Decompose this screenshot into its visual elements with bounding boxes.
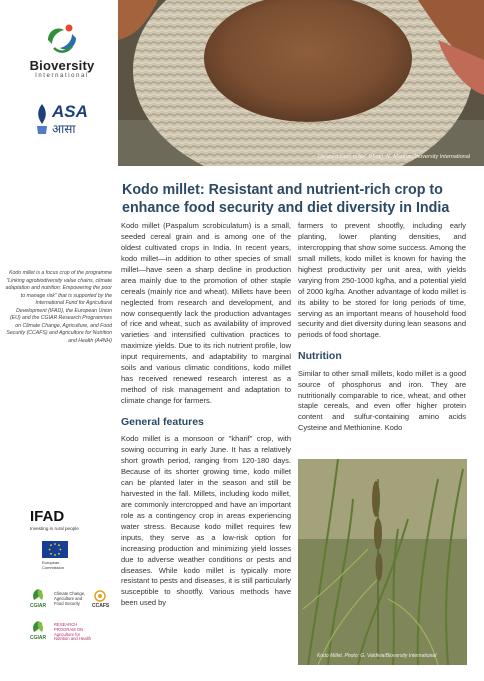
ccafs-name: CCAFS bbox=[92, 603, 110, 609]
intro-paragraph: Kodo millet (Paspalum scrobiculatum) is a small, seeded cereal grain and is among one of the oldest cultivated crops in India. In recent years, kodo millet—in addition to other species of small millet—have seen a sharp decline in production area mainly due to the promotion of other staple cereals (mainly rice and wheat). Millets have been neglected from research and development, and now consequently lack the production advantages of rice and wheat, such as availability of improved varieties and intensified cultivation practices to maximize yields. Due to its rich nutrient profile, low input requirements, and adaptability to marginal soils and various climatic conditions, kodo millet has received renewed research interest as a method of risk management and adaptation to climate change for farmers. bbox=[121, 221, 291, 405]
cgiar-leaf-icon bbox=[30, 620, 46, 634]
bioversity-sub: International bbox=[35, 73, 89, 79]
ifad-logo bbox=[30, 508, 110, 531]
millet-plant-image bbox=[298, 459, 467, 665]
programme-note: Kodo millet is a focus crop of the programme "Linking agrobiodiversity value chains, climate adaptation and nutrition: Empowering the poor to manage risk" that is supported by the International Fund for Agricultural Development (IFAD), the European Union (EU) and the CGIAR Research Programmes on Climate Change, Agriculture, and Food Security (CCAFS) and Agriculture for Nutrition and Health (A4NH) bbox=[5, 270, 112, 344]
asa-flame-icon bbox=[34, 102, 50, 136]
cgiar-name-1: CGIAR bbox=[30, 603, 47, 609]
basket-of-millet-image bbox=[118, 0, 484, 166]
hero-photo-credit: Cleaned kodo millet. Photo: N. Madhav/Bioversity International bbox=[317, 154, 470, 160]
page-title: Kodo millet: Resistant and nutrient-rich crop to enhance food security and diet diversity in India bbox=[122, 182, 450, 217]
asa-name: ASA bbox=[52, 102, 88, 121]
nutrition-heading: Nutrition bbox=[298, 350, 342, 363]
a4nh-label: RESEARCH PROGRAM ON Agriculture for Nutrition and Health bbox=[54, 622, 92, 642]
plant-photo-credit: Kodo Millet. Photo: G. Valdivia/Bioversity International bbox=[317, 653, 437, 659]
eu-logo bbox=[42, 541, 112, 581]
ccafs-icon bbox=[94, 590, 106, 602]
column-2 bbox=[298, 221, 466, 434]
column-1 bbox=[121, 221, 291, 609]
sidebar bbox=[0, 0, 118, 681]
hero-photo bbox=[118, 0, 484, 166]
bioversity-leaf-icon bbox=[42, 22, 82, 56]
general-features-heading: General features bbox=[121, 415, 204, 428]
kodo-millet-plant-photo bbox=[298, 459, 467, 665]
ifad-name: IFAD bbox=[30, 508, 65, 525]
bioversity-name: Bioversity bbox=[29, 58, 95, 73]
general-features-paragraph: Kodo millet is a monsoon or "kharif" crop, with sowing occurring in early June. It has a relatively short growth period, ranging from 120-180 days. Because of its shorter growing time, kodo millet can be planted later in the season and still be harvested in the fall. Millets, including kodo millet, are commonly intercropped and have an important role as a contingency crop in areas experiencing water stress. Because kodo millet requires few inputs, they serve as a low-risk option for increasing production and minimizing yield losses due to adverse weather conditions or pests and diseases. While kodo millet is typically more resistant to pests and diseases, it is still particularly susceptible to shootfly. Various methods have been used by bbox=[121, 434, 291, 608]
ifad-tagline: Investing in rural people bbox=[30, 526, 79, 531]
bioversity-logo bbox=[22, 22, 102, 79]
ccafs-label: Climate Change, Agriculture and Food Security bbox=[54, 591, 86, 606]
a4nh-logo-row bbox=[30, 620, 120, 652]
ccafs-logo-row bbox=[30, 588, 120, 616]
cgiar-leaf-icon bbox=[30, 588, 46, 602]
eu-label: European Commission bbox=[42, 560, 65, 570]
nutrition-paragraph: Similar to other small millets, kodo millet is a good source of phosphorus and iron. They are nutritionally comparable to rice, wheat, and other staple cereals, and even offer higher protein content and sulfur-containing amino acids Cysteine and Methionine. Kodo bbox=[298, 368, 466, 433]
cgiar-name-2: CGIAR bbox=[30, 635, 47, 641]
asa-hindi: आसा bbox=[52, 122, 76, 136]
eu-flag-icon bbox=[42, 541, 68, 558]
continued-paragraph: farmers to prevent shootfly, including early planting, lower planting densities, and intercropping that show some success. Among the small millets, kodo millet is known for having the highest productivity per unit area, with yields varying from 250-1000 kg/ha, and a potential yield of 2000 kg/ha. Another advantage of kodo millet is its ability to be stored for long periods of time, serving as an important means of household food security and diet diversity during lean seasons and periods of food shortage. bbox=[298, 221, 467, 340]
